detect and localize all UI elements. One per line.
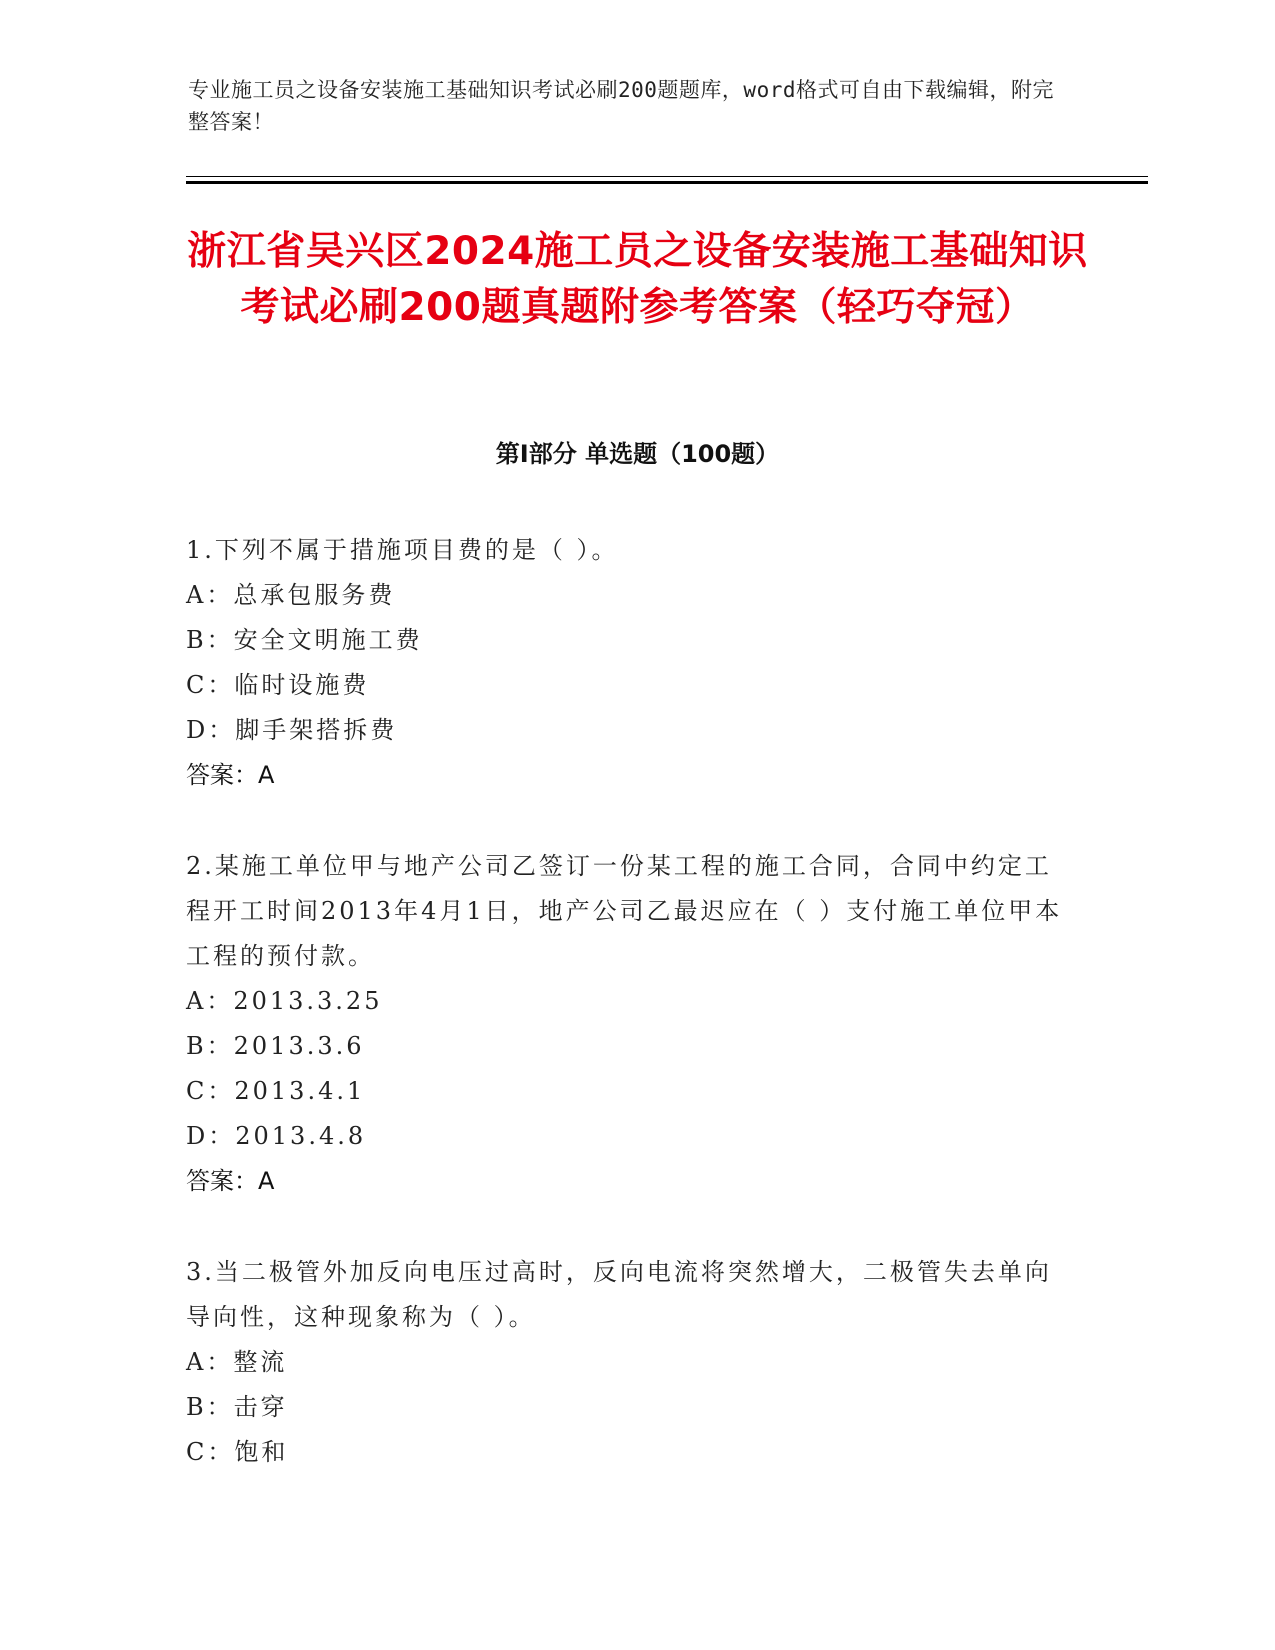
- question-stem: 3.当二极管外加反向电压过高时，反向电流将突然增大，二极管失去单向导向性，这种现象称为（ ）。: [186, 1258, 1052, 1331]
- option-c: C：饱和: [186, 1438, 289, 1466]
- option-c: C：临时设施费: [186, 671, 370, 699]
- option-c: C：2013.4.1: [186, 1077, 366, 1105]
- question-list: [186, 528, 1066, 1475]
- question-spacer: [186, 798, 1066, 844]
- document-title: 浙江省吴兴区2024施工员之设备安装施工基础知识考试必刷200题真题附参考答案（轻巧夺冠）: [187, 229, 1088, 330]
- header-note: 专业施工员之设备安装施工基础知识考试必刷200题题库，word格式可自由下载编辑，附完整答案！: [188, 78, 1054, 134]
- question-1: [186, 528, 1066, 798]
- header-divider-thin: [186, 176, 1148, 177]
- header-divider-thick: [186, 181, 1148, 184]
- option-b: B：击穿: [186, 1393, 288, 1421]
- question-2: [186, 844, 1066, 1204]
- option-d: D：2013.4.8: [186, 1122, 367, 1150]
- option-d: D：脚手架搭拆费: [186, 716, 398, 744]
- option-b: B：安全文明施工费: [186, 626, 423, 654]
- question-stem: 1.下列不属于措施项目费的是（ ）。: [186, 536, 619, 564]
- option-a: A：整流: [186, 1348, 288, 1376]
- question-spacer: [186, 1204, 1066, 1250]
- section-heading: 第Ⅰ部分 单选题（100题）: [495, 440, 780, 468]
- question-3: [186, 1250, 1066, 1475]
- question-stem: 2.某施工单位甲与地产公司乙签订一份某工程的施工合同，合同中约定工程开工时间2013年4月1日，地产公司乙最迟应在（ ）支付施工单位甲本工程的预付款。: [186, 852, 1063, 970]
- answer: 答案：A: [186, 761, 275, 789]
- option-a: A：总承包服务费: [186, 581, 396, 609]
- answer: 答案：A: [186, 1167, 275, 1195]
- option-a: A：2013.3.25: [186, 987, 383, 1015]
- option-b: B：2013.3.6: [186, 1032, 365, 1060]
